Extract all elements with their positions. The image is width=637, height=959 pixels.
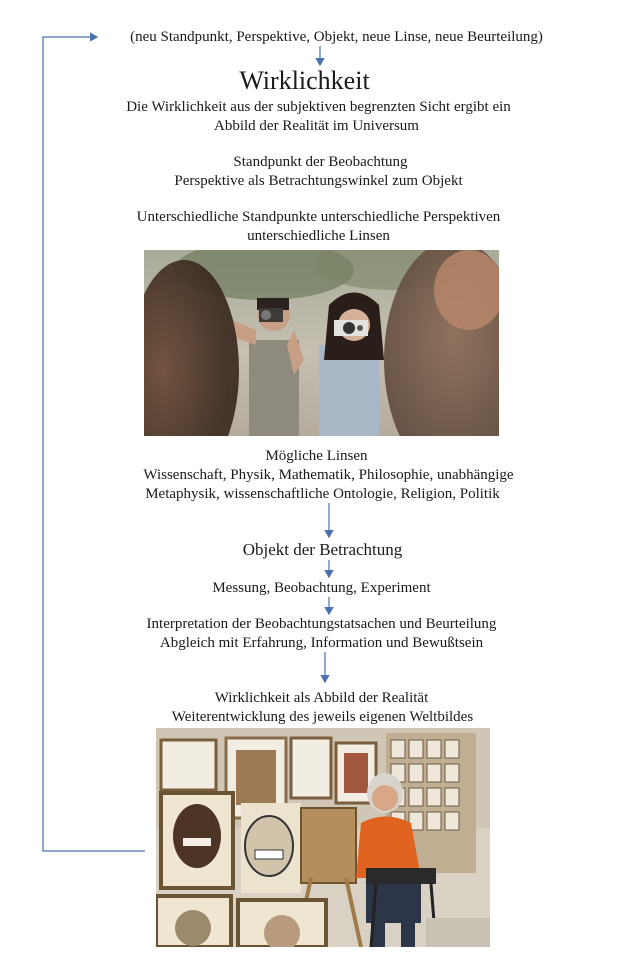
- intro-line-2: Abbild der Realität im Universum: [214, 118, 419, 134]
- street-artist-photo: [156, 728, 490, 947]
- photographers-photo: [144, 250, 499, 436]
- lenses-line-2: Metaphysik, wissenschaftliche Ontologie, Religion, Politik: [145, 486, 500, 502]
- result-line-1: Wirklichkeit als Abbild der Realität: [214, 690, 429, 706]
- object-heading: Objekt der Betrachtung: [242, 540, 403, 559]
- interpretation-line-1: Interpretation der Beobachtungstatsachen und Beurteilung: [146, 616, 497, 632]
- lenses-line-1: Wissenschaft, Physik, Mathematik, Philosophie, unabhängige: [143, 467, 514, 483]
- page-title: Wirklichkeit: [239, 66, 370, 95]
- interpretation-line-2: Abgleich mit Erfahrung, Information und Bewußtsein: [159, 635, 484, 651]
- different-line-1: Unterschiedliche Standpunkte unterschiedliche Perspektiven: [136, 209, 501, 225]
- intro-line-1: Die Wirklichkeit aus der subjektiven begrenzten Sicht ergibt ein: [126, 99, 511, 115]
- result-line-2: Weiterentwicklung des jeweils eigenen Weltbildes: [171, 709, 474, 725]
- viewpoint-line-1: Standpunkt der Beobachtung: [233, 154, 408, 170]
- feedback-note: (neu Standpunkt, Perspektive, Objekt, neue Linse, neue Beurteilung): [130, 29, 543, 45]
- different-line-2: unterschiedliche Linsen: [247, 228, 390, 244]
- viewpoint-line-2: Perspektive als Betrachtungswinkel zum Objekt: [174, 173, 463, 189]
- lenses-title: Mögliche Linsen: [265, 448, 368, 464]
- measurement-text: Messung, Beobachtung, Experiment: [212, 580, 431, 596]
